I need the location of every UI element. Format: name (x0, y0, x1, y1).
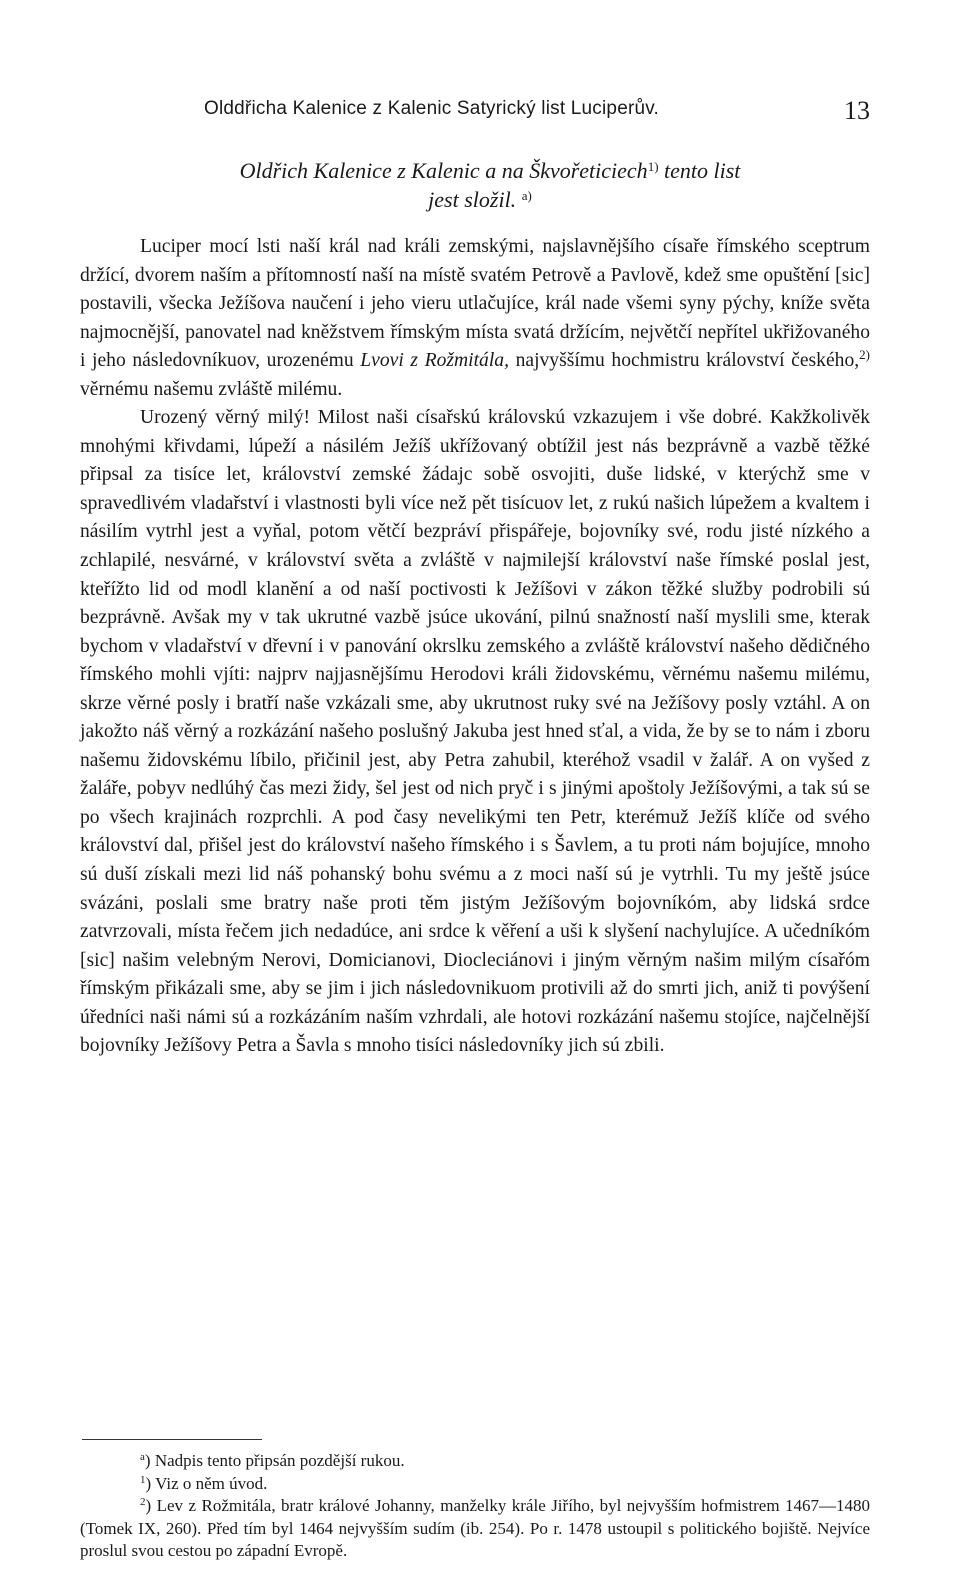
running-head: Olddřicha Kalenice z Kalenic Satyrický list Luciperův. (204, 98, 660, 119)
title-line-2-text: jest složil. (428, 187, 517, 212)
paragraph-1-text-c: věrnému našemu zvláště milému. (80, 378, 343, 400)
paragraph-1-text-a: Luciper mocí lsti naší král nad králi zemskými, najslavnějšího císaře římského sceptrum držící, dvorem naším a přítomností naší na místě svatém Petrově a Pavlově, kdež sme opuštění [sic] postavili, všecka Ježíšova naučení i jeho vieru utlačujíce, král nade všemi syny pýchy, kníže světa najmocnější, panovatel nad kněžstvem římským místa svatá držícím, největčí nepřítel ukřižovaného i jeho následovníkuov, urozenému (80, 236, 870, 372)
footnote-1: $^1$) Viz o něm úvod. (140, 1473, 268, 1493)
letter-body (80, 233, 870, 1061)
paragraph-main: Urozený věrný milý! Milost naši císařskú královskú vzkazujem i vše dobré. Kakžkolivěk mnohými křivdami, lúpeží a násilém Ježíš ukřížovaný obtížil jest nás bezprávně a vazbě těžké připsal za tisíce let, království zemské žádajc sobě osvojiti, duše lidské, v kterýchž sme v spravedlivém vladařství i vlastnosti byli více než pět tisícuov let, z rukú našich lúpežem a kvaltem i násilím vytrhl jest a vyňal, potom větčí bezpráví přispářeje, bojovníky své, rodu jisté nízkého a zchlapilé, nesvárné, v království světa a zvláště v najmilejší království naše římské poslal jest, kteřížto lid od modl klanění a od naší poctivosti k Ježíšovi v zákon těžké služby podrobili sú bezprávně. Avšak my v tak ukrutné vazbě jsúce ukování, pilnú snažností naší myslili sme, kterak bychom v vladařství v dřevní i v panování okrslku zemského a zvláště království našeho dědičného římského mohli vjíti: najprv najjasnějšímu Herodovi králi židovskému, věrnému našemu milému, skrze věrné posly i bratří naše vzkázali sme, aby ukrutnost ruky své na Ježíšovy posly vztáhl. A on jakožto náš věrný a rozkázání našeho poslušný Jakuba jest hned sťal, a vida, že by se to nám i zboru našemu židovskému líbilo, přičinil jest, aby Petra zahubil, kteréhož vsadil v žalář. A on vyšed z žaláře, pobyv nedlúhý čas mezi židy, šel jest od nich pryč i s jinými apoštoly Ježíšovými, a tak sú se po všech krajinách rozprchli. A pod časy nevelikými ten Petr, kterémuž Ježíš klíče od svého království dal, přišel jest do království našeho římského i s Šavlem, a tu proti nám bojujíce, mnoho sú duší získali mezi lid náš pohanský bohu svému a z moci naší sú je vytrhli. Tu my ještě jsúce svázáni, poslali sme bratry naše proti těm jistým Ježíšovým bojovníkóm, aby lidská srdce zatvrzovali, místa řečem jich nedadúce, ani srdce k věření a uši k slyšení nachylujíce. A učedníkóm [sic] našim velebným Nerovi, Domicianovi, Diocleciánovi i jiným věrným našim milým císařóm římským přikázali sme, aby se jim i jich následovnikuom protivili až do smrti jich, aniž ti povýšení úředníci naši námi sú a rozkázáním naším vzhrdali, ale hotovi rozkázání našemu stojíce, najčelnější bojovníky Ježíšovy Petra a Šavla s mnoho tisíci následovníky jich sú zbili. (80, 407, 870, 1057)
page-number: 13 (844, 96, 870, 125)
paragraph-salutation (80, 233, 870, 404)
title-footnote-ref-1: 1) (647, 159, 659, 174)
footnote-a-text: Nadpis tento připsán pozdější rukou. (154, 1451, 405, 1470)
paragraph-1-text-b: najvyššímu hochmistru království českého, (515, 350, 860, 372)
body-footnote-ref-2: 2) (859, 347, 870, 363)
footnote-2: $^2$) Lev z Rožmitála, bratr králové Johanny, manželky krále Jiřího, byl nejvyšším hofmistrem 1467—1480 (Tomek IX, 260). Před tím byl 1464 nejvyšším sudím (ib. 254). Po r. 1478 ustoupil s politického bojiště. Nejvíce proslul svou cestou po západní Evropě. (80, 1496, 870, 1560)
title-line-1-tail: tento list (664, 158, 741, 183)
footnote-1-mark: 1 (140, 1473, 146, 1486)
footnote-separator (82, 1439, 262, 1440)
footnotes (80, 1450, 870, 1563)
title-line-1-text: Oldřich Kalenice z Kalenic a na Škvořeticiech (239, 158, 648, 183)
title-footnote-ref-a: a) (521, 188, 532, 203)
letter-title (80, 156, 870, 214)
page-header (80, 96, 870, 130)
person-name-lev: Lvovi z Rožmitála, (360, 350, 509, 372)
footnote-2-mark: 2 (140, 1496, 146, 1508)
title-line-2 (80, 185, 870, 214)
footnote-a-mark: a (140, 1451, 145, 1463)
footnote-1-text: Viz o něm úvod. (155, 1473, 268, 1493)
title-line-1 (80, 156, 870, 185)
footnote-a: $^a$) Nadpis tento připsán pozdější rukou. (140, 1451, 405, 1470)
footnote-2-text: Lev z Rožmitála, bratr králové Johanny, manželky krále Jiřího, byl nejvyšším hofmistrem 1467—1480 (Tomek IX, 260). Před tím byl 1464 nejvyšším sudím (ib. 254). Po r. 1478 ustoupil s politického bojiště. Nejvíce proslul svou cestou po západní Evropě. (80, 1496, 870, 1560)
